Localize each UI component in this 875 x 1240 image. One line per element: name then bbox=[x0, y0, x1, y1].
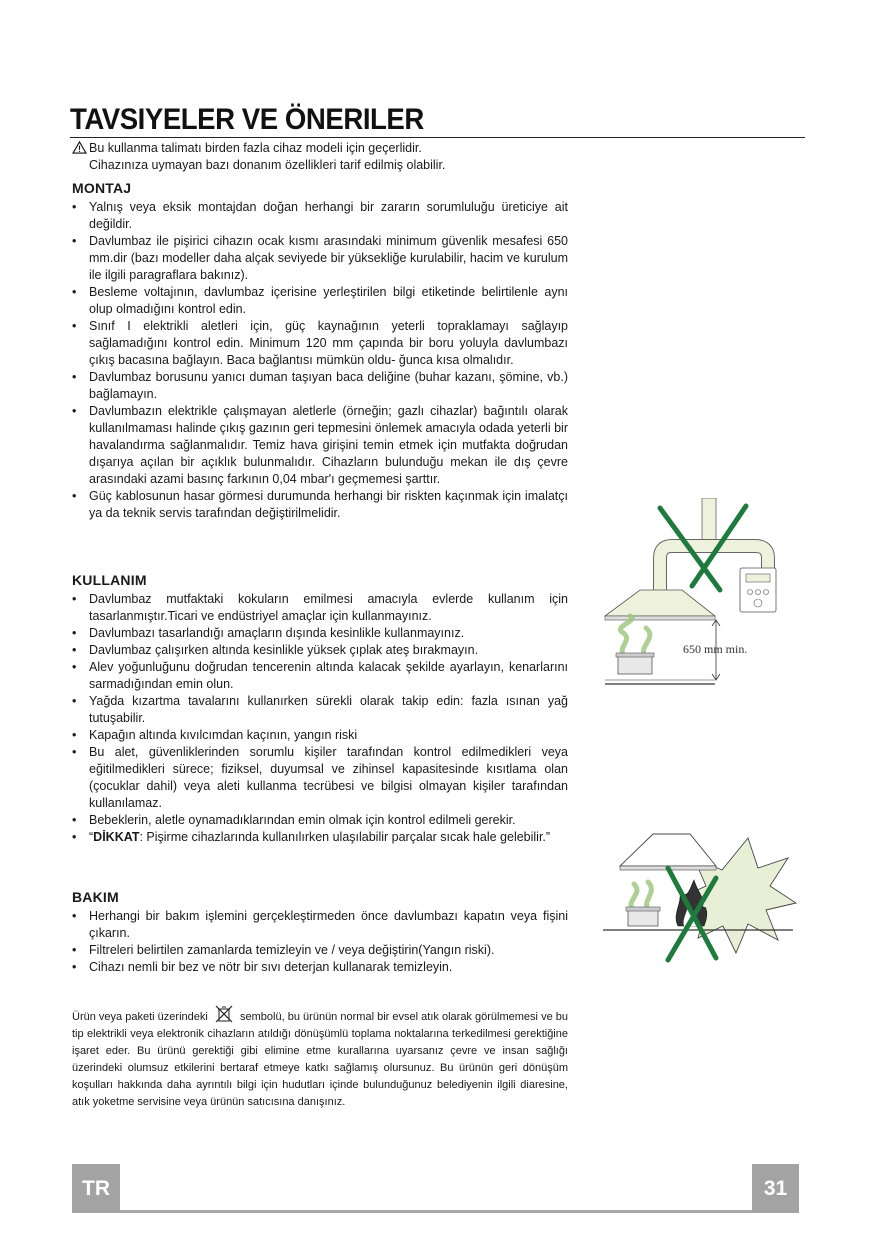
list-item: • Davlumbaz ile pişirici cihazın ocak kısmı arasındaki minimum güvenlik mesafesi 650 mm.dir (bazı modeller daha alçak seviyede bir yüksekliğe kurulabilir, hacim ve kurulum ile ilgili paragraflara bakınız). bbox=[72, 233, 568, 284]
list-item: • Cihazı nemli bir bez ve nötr bir sıvı deterjan kullanarak temizleyin. bbox=[72, 959, 568, 976]
distance-label: 650 mm min. bbox=[683, 642, 748, 656]
intro-line-2: Cihazınıza uymayan bazı donanım özellikleri tarif edilmiş olabilir. bbox=[89, 158, 446, 172]
intro-notice bbox=[72, 140, 572, 174]
intro-line-1: Bu kullanma talimatı birden fazla cihaz modeli için geçerlidir. bbox=[89, 141, 422, 155]
warning-text: : Pişirme cihazlarında kullanılırken ulaşılabilir parçalar sıcak hale gelebilir.” bbox=[139, 830, 551, 844]
list-item: • Davlumbaz mutfaktaki kokuların emilmesi amacıyla evlerde kullanım için tasarlanmıştır.Ticari ve endüstriyel amaçlar için kullanmayınız. bbox=[72, 591, 568, 625]
list-item: • Davlumbaz borusunu yanıcı duman taşıyan baca deliğine (buhar kazanı, şömine, vb.) bağlamayın. bbox=[72, 369, 568, 403]
montaj-section bbox=[72, 180, 568, 522]
list-item: • Davlumbazın elektrikle çalışmayan aletlerle (örneğin; gazlı cihazlar) bağıntılı olarak kullanılmaması halinde çıkış gazının geri tepmesini önlemek amacıyla odada yeterli bir havalandırma sağlanmalıdır. Temiz hava girişini temin etmek için mutfakta doğrudan dışarıya açılan bir açıklık bulunmalıdır. Cihazların bulunduğu mekan ile dış çevre arasındaki azami basınç farkının 0,04 mbar'ı geçmemesi şarttır. bbox=[72, 403, 568, 488]
warning-label: DİKKAT bbox=[93, 830, 140, 844]
page-title: TAVSIYELER VE ÖNERILER bbox=[70, 103, 424, 136]
crossed-bin-icon bbox=[214, 1004, 234, 1024]
bakim-section bbox=[72, 889, 568, 976]
list-item: • Bu alet, güvenliklerinden sorumlu kişiler tarafından kontrol edilmedikleri veya eğitilmedikleri sürece; fiziksel, duyumsal ve zihinsel kapasitesinde kısıtlama olan (çocuklar dahil) veya aleti kullanma tecrübesi ve bilgisi olmayan kişiler tarafından kullanılamaz. bbox=[72, 744, 568, 812]
list-item-warning bbox=[72, 829, 568, 846]
kullanim-list bbox=[72, 591, 568, 846]
list-item: • Herhangi bir bakım işlemini gerçekleştirmeden önce davlumbazı kapatın veya fişini çıkarın. bbox=[72, 908, 568, 942]
kullanim-heading: KULLANIM bbox=[72, 572, 147, 588]
quote-open: “ bbox=[89, 830, 94, 844]
list-item: • Yalnış veya eksik montajdan doğan herhangi bir zararın sorumluluğu üreticiye ait değildir. bbox=[72, 199, 568, 233]
open-flame-illustration bbox=[598, 828, 798, 968]
list-item: • Davlumbaz çalışırken altında kesinlikle yüksek çıplak ateş bırakmayın. bbox=[72, 642, 568, 659]
list-item: • Besleme voltajının, davlumbaz içerisine yerleştirilen bilgi etiketinde belirtilenle aynı olup olmadığını kontrol edin. bbox=[72, 284, 568, 318]
recycling-text-after: sembolü, bu ürünün normal bir evsel atık olarak görülmemesi ve bu tip elektrikli veya elektronik cihazların atıldığı dönüşümlü toplama noktalarına terkedilmesi gerektiğine işaret eder. Bu ürünü gerektiği gibi elimine etme kurallarına uyarsanız çevre ve insan sağlığı üzerindeki olumsuz etkilerini bertaraf etmeye katkı sağlamış olursunuz. Bu ürünün geri dönüşüm koşulları hakkında daha ayrıntılı bilgi için hudutları içinde bulunduğunuz belediyenin ilgili diaresine, atık yoketme servisine veya ürünün satıcısına danışınız. bbox=[72, 1011, 569, 1108]
recycling-text-before: Ürün veya paketi üzerindeki bbox=[72, 1011, 208, 1023]
list-item: • Sınıf I elektrikli aletleri için, güç kaynağının yeterli topraklamayı sağlayıp sağlamadığını kontrol edin. Minimum 120 mm çapında bir boru yoluyla davlumbazı çıkış bacasına bağlayın. Baca bağlantısı mümkün oldu- ğunca kısa olmalıdır. bbox=[72, 318, 568, 369]
page-number: 31 bbox=[752, 1164, 799, 1213]
list-item: • Alev yoğunluğunu doğrudan tencerenin altında kalacak şekilde ayarlayın, kenarlarını sarmadığından emin olun. bbox=[72, 659, 568, 693]
list-item: • Yağda kızartma tavalarını kullanırken sürekli olarak takip edin: fazla ısınan yağ tutuşabilir. bbox=[72, 693, 568, 727]
list-item: • Davlumbazı tasarlandığı amaçların dışında kesinlikle kullanmayınız. bbox=[72, 625, 568, 642]
footer-divider bbox=[72, 1210, 799, 1213]
recycling-notice bbox=[72, 1004, 568, 1111]
montaj-list bbox=[72, 199, 568, 522]
montaj-heading: MONTAJ bbox=[72, 180, 132, 196]
list-item: • Bebeklerin, aletle oynamadıklarından emin olmak için kontrol edilmeli gerekir. bbox=[72, 812, 568, 829]
list-item: • Kapağın altında kıvılcımdan kaçının, yangın riski bbox=[72, 727, 568, 744]
kullanim-section bbox=[72, 572, 568, 846]
list-item: • Güç kablosunun hasar görmesi durumunda herhangi bir riskten kaçınmak için imalatçı ya da teknik servis tarafından değiştirilmelidir. bbox=[72, 488, 568, 522]
hood-distance-illustration bbox=[600, 498, 800, 690]
language-tab: TR bbox=[72, 1164, 120, 1213]
warning-icon bbox=[72, 141, 87, 154]
list-item: • Filtreleri belirtilen zamanlarda temizleyin ve / veya değiştirin(Yangın riski). bbox=[72, 942, 568, 959]
title-divider bbox=[70, 137, 805, 138]
bakim-list bbox=[72, 908, 568, 976]
bakim-heading: BAKIM bbox=[72, 889, 119, 905]
